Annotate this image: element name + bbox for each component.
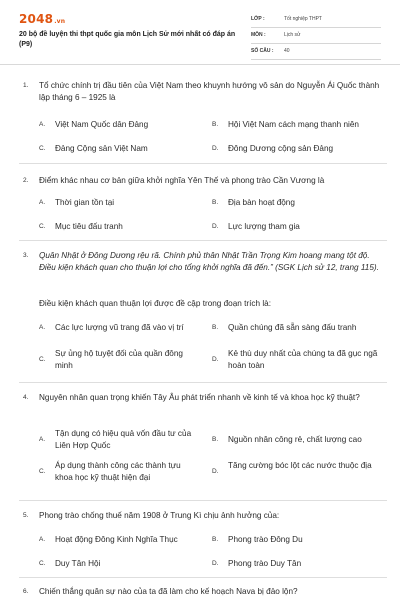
option-letter: D.	[212, 560, 219, 567]
meta-row-subject	[251, 29, 381, 44]
option-letter: A.	[39, 121, 46, 128]
option-letter: A.	[39, 324, 46, 331]
option-text: Tăng cường bóc lột các nước thuộc địa	[228, 461, 372, 470]
option-text: Lực lượng tham gia	[228, 222, 300, 231]
meta-row-count	[251, 45, 381, 60]
option-letter: C.	[39, 223, 46, 230]
question-number: 1.	[23, 82, 29, 89]
option-text: Địa bàn hoạt động	[228, 198, 295, 207]
option-letter: B.	[212, 324, 219, 331]
document-title: 20 bộ đề luyện thi thpt quốc gia môn Lịch Sử mới nhất có đáp án (P9)	[19, 31, 236, 48]
option-text: Áp dụng thành công các thành tựu khoa học kỹ thuật hiện đại	[55, 461, 181, 482]
option-letter: A.	[39, 199, 46, 206]
question-quote: Quân Nhật ở Đông Dương rệu rã. Chính phủ thân Nhật Trần Trọng Kim hoang mang tột độ. Điều kiện khách quan cho thuận lợi cho tổng khởi nghĩa đã đến.” (SGK Lịch sử 12, trang 115).	[39, 251, 379, 272]
option-letter: B.	[212, 199, 219, 206]
question-text: Điều kiện khách quan thuận lợi được đề cập trong đoạn trích là:	[39, 299, 271, 308]
option-letter: B.	[212, 536, 219, 543]
question-text: Điểm khác nhau cơ bản giữa khởi nghĩa Yên Thế và phong trào Cần Vương là	[39, 176, 325, 185]
meta-label: LỚP :	[251, 16, 265, 22]
option-letter: C.	[39, 560, 46, 567]
question-divider	[19, 500, 387, 501]
option-letter: C.	[39, 468, 46, 475]
option-letter: C.	[39, 356, 46, 363]
option-letter: D.	[212, 356, 219, 363]
header	[0, 0, 400, 62]
question-text: Chiến thắng quân sự nào của ta đã làm cho kế hoạch Nava bị đảo lộn?	[39, 587, 298, 596]
option-text: Hoạt động Đông Kinh Nghĩa Thục	[55, 535, 178, 544]
meta-row-class	[251, 13, 381, 28]
question-text: Nguyên nhân quan trọng khiến Tây Âu phát triển nhanh về kinh tế và khoa học kỹ thuật?	[39, 393, 360, 402]
meta-label: SỐ CÂU :	[251, 48, 274, 54]
option-text: Tận dụng có hiệu quả vốn đầu tư của Liên Hợp Quốc	[55, 429, 192, 450]
option-text: Hội Việt Nam cách mạng thanh niên	[228, 120, 359, 129]
option-text: Phong trào Duy Tân	[228, 559, 302, 568]
question-number: 5.	[23, 512, 29, 519]
option-text: Duy Tân Hội	[55, 559, 101, 568]
option-text: Phong trào Đông Du	[228, 535, 303, 544]
option-letter: C.	[39, 145, 46, 152]
meta-value: Tốt nghiệp THPT	[284, 16, 322, 22]
option-text: Sự ủng hộ tuyệt đối của quần đông minh	[55, 349, 183, 370]
question-divider	[19, 577, 387, 578]
question-divider	[19, 240, 387, 241]
option-letter: B.	[212, 436, 219, 443]
question-divider	[19, 382, 387, 383]
question-number: 4.	[23, 394, 29, 401]
question-number: 6.	[23, 588, 29, 595]
option-text: Mục tiêu đấu tranh	[55, 222, 123, 231]
option-text: Thời gian tồn tại	[55, 198, 115, 207]
site-logo[interactable]	[19, 12, 65, 26]
option-letter: D.	[212, 468, 219, 475]
meta-info	[251, 13, 381, 61]
option-text: Đông Dương cộng sản Đảng	[228, 144, 334, 153]
logo-main: 2048	[19, 12, 54, 26]
option-text: Nguồn nhân công rẻ, chất lượng cao	[228, 435, 362, 444]
question-text: Phong trào chống thuế năm 1908 ở Trung Kì chịu ảnh hưởng của:	[39, 511, 280, 520]
meta-label: MÔN :	[251, 32, 266, 38]
option-letter: A.	[39, 436, 46, 443]
header-divider	[0, 64, 400, 65]
option-letter: A.	[39, 536, 46, 543]
question-divider	[19, 163, 387, 164]
option-text: Quần chúng đã sẵn sàng đấu tranh	[228, 323, 357, 332]
option-text: Việt Nam Quốc dân Đảng	[55, 120, 149, 129]
option-text: Các lực lượng vũ trang đã vào vị trí	[55, 323, 184, 332]
question-text: Tổ chức chính trị đầu tiên của Việt Nam theo khuynh hướng vô sản do Nguyễn Ái Quốc thành lập tháng 6 – 1925 là	[39, 81, 380, 102]
option-letter: B.	[212, 121, 219, 128]
option-text: Đảng Cộng sản Việt Nam	[55, 144, 148, 153]
logo-sub: .vn	[54, 18, 66, 25]
meta-value: 40	[284, 48, 290, 54]
option-text: Kẻ thù duy nhất của chúng ta đã gục ngã hoàn toàn	[228, 349, 378, 370]
meta-value: Lịch sử	[284, 32, 301, 38]
option-letter: D.	[212, 145, 219, 152]
option-letter: D.	[212, 223, 219, 230]
question-number: 3.	[23, 252, 29, 259]
question-number: 2.	[23, 177, 29, 184]
